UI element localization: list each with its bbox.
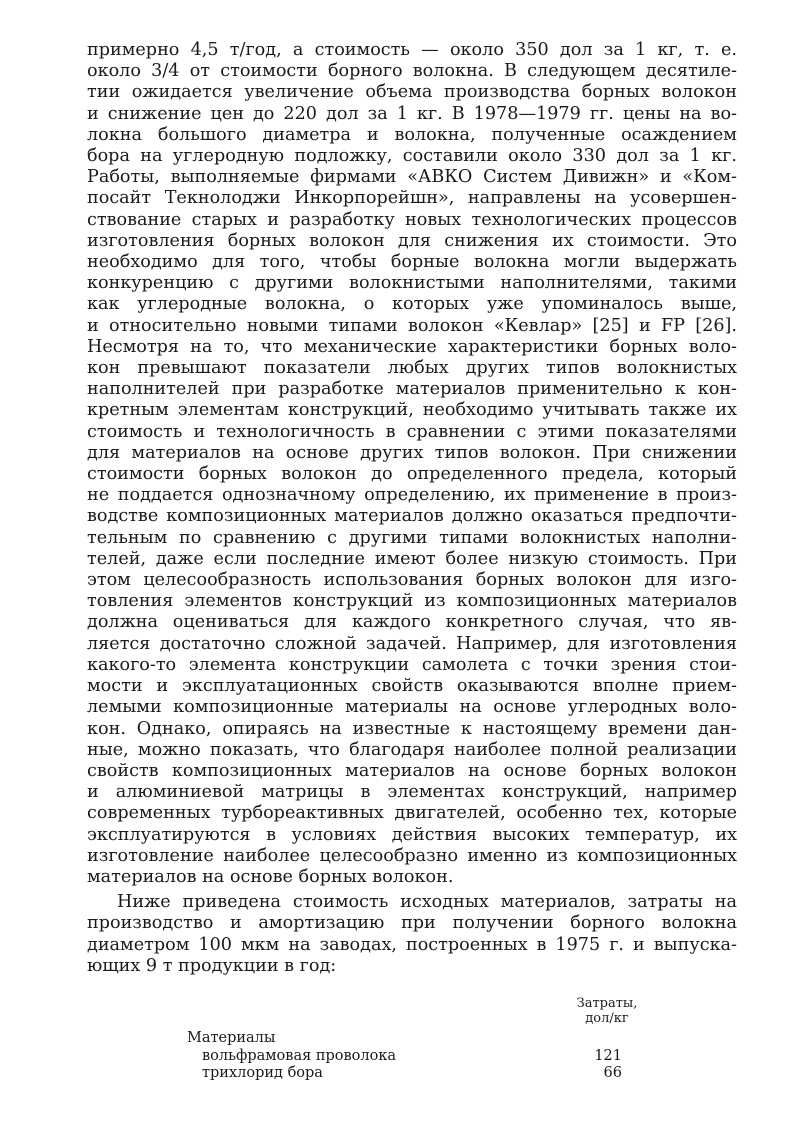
text-line: наполнителей при разработке материалов применительно к кон- [87, 379, 737, 400]
text-line: кон. Однако, опираясь на известные к настоящему времени дан- [87, 718, 737, 739]
text-line: как углеродные волокна, о которых уже упоминалось выше, [87, 294, 737, 315]
text-line: примерно 4,5 т/год, а стоимость — около 350 дол за 1 кг, т. е. [87, 40, 737, 60]
text-line: тии ожидается увеличение объема производства борных волокон [87, 82, 737, 103]
text-line: этом целесообразность использования борных волокон для изго- [87, 570, 737, 591]
text-line: кретным элементам конструкций, необходимо учитывать также их [87, 400, 737, 421]
text-line: и алюминиевой матрицы в элементах конструкций, например [87, 782, 737, 803]
text-line: свойств композиционных материалов на основе борных волокон [87, 760, 737, 781]
cost-column-header-line2: дол/кг [585, 1011, 629, 1026]
table-group-label: Материалы [187, 1030, 276, 1046]
text-line: не поддается однозначному определению, их применение в произ- [87, 485, 737, 506]
text-line: товления элементов конструкций из композиционных материалов [87, 591, 737, 612]
text-line: изготовления борных волокон для снижения их стоимости. Это [87, 230, 737, 251]
row-name: вольфрамовая проволока [202, 1048, 397, 1064]
text-line: диаметром 100 мкм на заводах, построенных в 1975 г. и выпуска- [87, 934, 737, 955]
text-line: для материалов на основе других типов волокон. При снижении [87, 442, 737, 463]
body-paragraph-2 [87, 892, 737, 977]
text-line: ные, можно показать, что благодаря наиболее полной реализации [87, 739, 737, 760]
text-line: необходимо для того, чтобы борные волокна могли выдержать [87, 252, 737, 273]
text-line: локна большого диаметра и волокна, полученные осаждением [87, 124, 737, 145]
text-line: и относительно новыми типами волокон «Кевлар» [25] и FP [26]. [87, 315, 737, 336]
text-line: стоимости борных волокон до определенного предела, который [87, 464, 737, 485]
cost-column-header [557, 996, 657, 1026]
text-line: ющих 9 т продукции в год: [87, 955, 337, 976]
text-line: какого-то элемента конструкции самолета с точки зрения стои- [87, 654, 737, 675]
text-line: Работы, выполняемые фирмами «АВКО Систем Дивижн» и «Ком- [87, 167, 737, 188]
text-line: ляется достаточно сложной задачей. Например, для изготовления [87, 633, 737, 654]
row-name: трихлорид бора [202, 1065, 323, 1081]
text-line: изготовление наиболее целесообразно именно из композиционных [87, 845, 737, 866]
text-line: эксплуатируются в условиях действия высоких температур, их [87, 824, 737, 845]
text-line: телей, даже если последние имеют более низкую стоимость. При [87, 548, 737, 569]
text-line: Ниже приведена стоимость исходных материалов, затраты на [117, 892, 737, 913]
text-line: мости и эксплуатационных свойств оказываются вполне прием- [87, 676, 737, 697]
text-line: конкуренцию с другими волокнистыми наполнителями, такими [87, 273, 737, 294]
text-line: материалов на основе борных волокон. [87, 866, 454, 887]
text-line: лемыми композиционные материалы на основе углеродных воло- [87, 697, 737, 718]
text-line: современных турбореактивных двигателей, особенно тех, которые [87, 803, 737, 824]
row-value: 66 [603, 1065, 622, 1081]
text-line: тельным по сравнению с другими типами волокнистых наполни- [87, 527, 737, 548]
row-value: 121 [594, 1048, 622, 1064]
text-line: около 3/4 от стоимости борного волокна. В следующем десятиле- [87, 61, 737, 82]
text-line: бора на углеродную подложку, составили около 330 дол за 1 кг. [87, 146, 737, 167]
text-line: кон превышают показатели любых других типов волокнистых [87, 358, 737, 379]
page-content [87, 40, 737, 977]
text-line: водстве композиционных материалов должно оказаться предпочти- [87, 506, 737, 527]
text-line: и снижение цен до 220 дол за 1 кг. В 1978—1979 гг. цены на во- [87, 103, 737, 124]
text-line: должна оцениваться для каждого конкретного случая, что яв- [87, 612, 737, 633]
cost-column-header-line1: Затраты, [576, 996, 638, 1011]
text-line: ствование старых и разработку новых технологических процессов [87, 209, 737, 230]
text-line: стоимость и технологичность в сравнении с этими показателями [87, 421, 737, 442]
text-line: посайт Текнолоджи Инкорпорейшн», направлены на усовершен- [87, 188, 737, 209]
body-paragraph-1 [87, 40, 737, 888]
text-line: производство и амортизацию при получении борного волокна [87, 913, 737, 934]
text-line: Несмотря на то, что механические характеристики борных воло- [87, 336, 737, 357]
